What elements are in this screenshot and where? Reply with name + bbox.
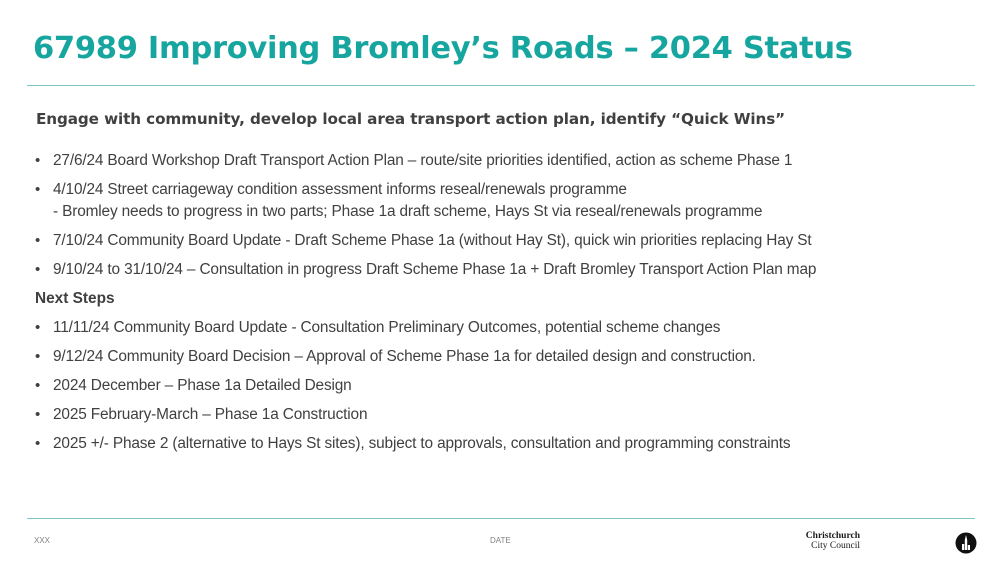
footer-date: DATE xyxy=(490,536,511,545)
slide-title: 67989 Improving Bromley’s Roads – 2024 Status xyxy=(33,31,853,66)
bullet-icon: • xyxy=(35,377,41,394)
list-item-text: 2024 December – Phase 1a Detailed Design xyxy=(53,377,352,394)
list-item-text: 9/12/24 Community Board Decision – Approval of Scheme Phase 1a for detailed design and construction. xyxy=(53,348,756,365)
bullet-icon: • xyxy=(35,232,41,249)
list-item-text: 7/10/24 Community Board Update - Draft Scheme Phase 1a (without Hay St), quick win priorities replacing Hay St xyxy=(53,232,812,249)
list-item-text: 27/6/24 Board Workshop Draft Transport Action Plan – route/site priorities identified, action as scheme Phase 1 xyxy=(53,152,793,169)
bullet-icon: • xyxy=(35,261,41,278)
list-item-text: 9/10/24 to 31/10/24 – Consultation in progress Draft Scheme Phase 1a + Draft Bromley Transport Action Plan map xyxy=(53,261,817,278)
next-steps-heading: Next Steps xyxy=(35,290,115,307)
slide-subtitle: Engage with community, develop local area transport action plan, identify “Quick Wins” xyxy=(36,110,786,128)
footer-divider xyxy=(27,518,975,519)
bullet-icon: • xyxy=(35,348,41,365)
list-item-continuation: - Bromley needs to progress in two parts; Phase 1a draft scheme, Hays St via reseal/renewals programme xyxy=(53,203,763,220)
cathedral-icon xyxy=(955,532,977,554)
list-item-text: 2025 February-March – Phase 1a Construction xyxy=(53,406,368,423)
title-divider xyxy=(27,85,975,86)
logo-text-line1: Christchurch xyxy=(805,531,860,541)
logo-text-line2: City Council xyxy=(811,541,860,551)
bullet-icon: • xyxy=(35,152,41,169)
footer-placeholder: XXX xyxy=(34,536,51,545)
bullet-icon: • xyxy=(35,406,41,423)
bullet-icon: • xyxy=(35,435,41,452)
list-item-text: 11/11/24 Community Board Update - Consultation Preliminary Outcomes, potential scheme changes xyxy=(53,319,721,336)
list-item-text: 4/10/24 Street carriageway condition assessment informs reseal/renewals programme xyxy=(53,181,627,198)
bullet-icon: • xyxy=(35,319,41,336)
list-item-text: 2025 +/- Phase 2 (alternative to Hays St sites), subject to approvals, consultation and programming constraints xyxy=(53,435,791,452)
bullet-icon: • xyxy=(35,181,41,198)
